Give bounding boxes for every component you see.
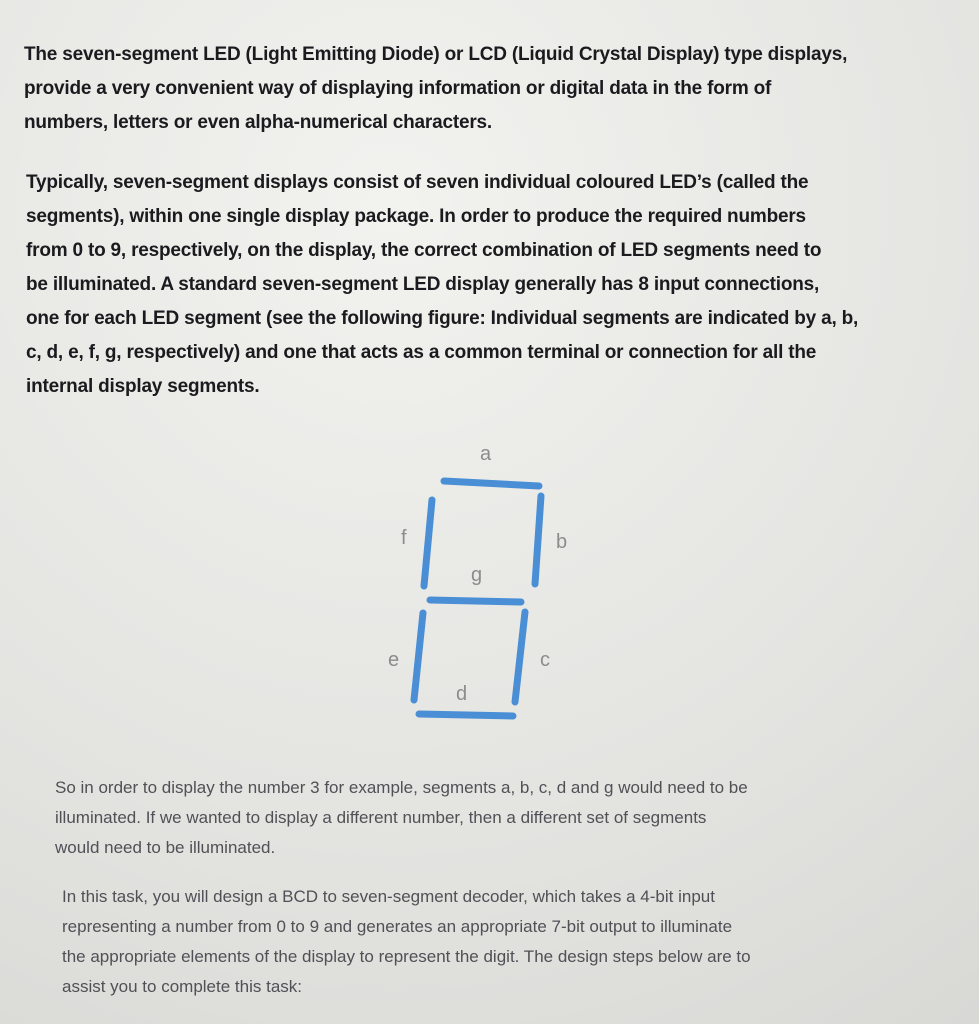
segment-b: [535, 496, 541, 584]
task-paragraph: In this task, you will design a BCD to seven-segment decoder, which takes a 4-bit input representing a number from 0 to 9 and generates an appropriate 7-bit output to illuminate the appropriate elements of the display to represent the digit. The design steps below are to assist you to complete this task:: [62, 887, 751, 996]
example-paragraph: So in order to display the number 3 for example, segments a, b, c, d and g would need to be illuminated. If we wanted to display a different number, then a different set of segments would need to be illuminated.: [55, 778, 748, 857]
segments-description-paragraph: Typically, seven-segment displays consist of seven individual coloured LED’s (called the segments), within one single display package. In order to produce the required numbers from 0 to 9, respectively, on the display, the correct combination of LED segments need to be illuminated. A standard seven-segment LED display generally has 8 input connections, one for each LED segment (see the following figure: Individual segments are indicated by a, b, c, d, e, f, g, respectively) and one that acts as a common terminal or connection for all the internal display segments.: [26, 172, 859, 397]
segment-a: [444, 481, 539, 486]
segment-label-b: b: [556, 531, 568, 553]
segment-label-d: d: [456, 683, 468, 705]
segment-f: [424, 500, 432, 586]
segment-label-e: e: [388, 649, 400, 671]
segment-label-a: a: [480, 443, 492, 465]
segment-d: [419, 714, 513, 716]
segment-e: [414, 613, 423, 700]
segment-c: [515, 612, 525, 702]
segment-label-c: c: [540, 649, 550, 671]
segment-label-g: g: [471, 564, 483, 586]
intro-paragraph: The seven-segment LED (Light Emitting Diode) or LCD (Liquid Crystal Display) type displays, provide a very convenient way of displaying information or digital data in the form of numbers, letters or even alpha-numerical characters.: [24, 44, 848, 133]
segment-label-f: f: [401, 527, 407, 549]
segment-g: [430, 600, 521, 602]
